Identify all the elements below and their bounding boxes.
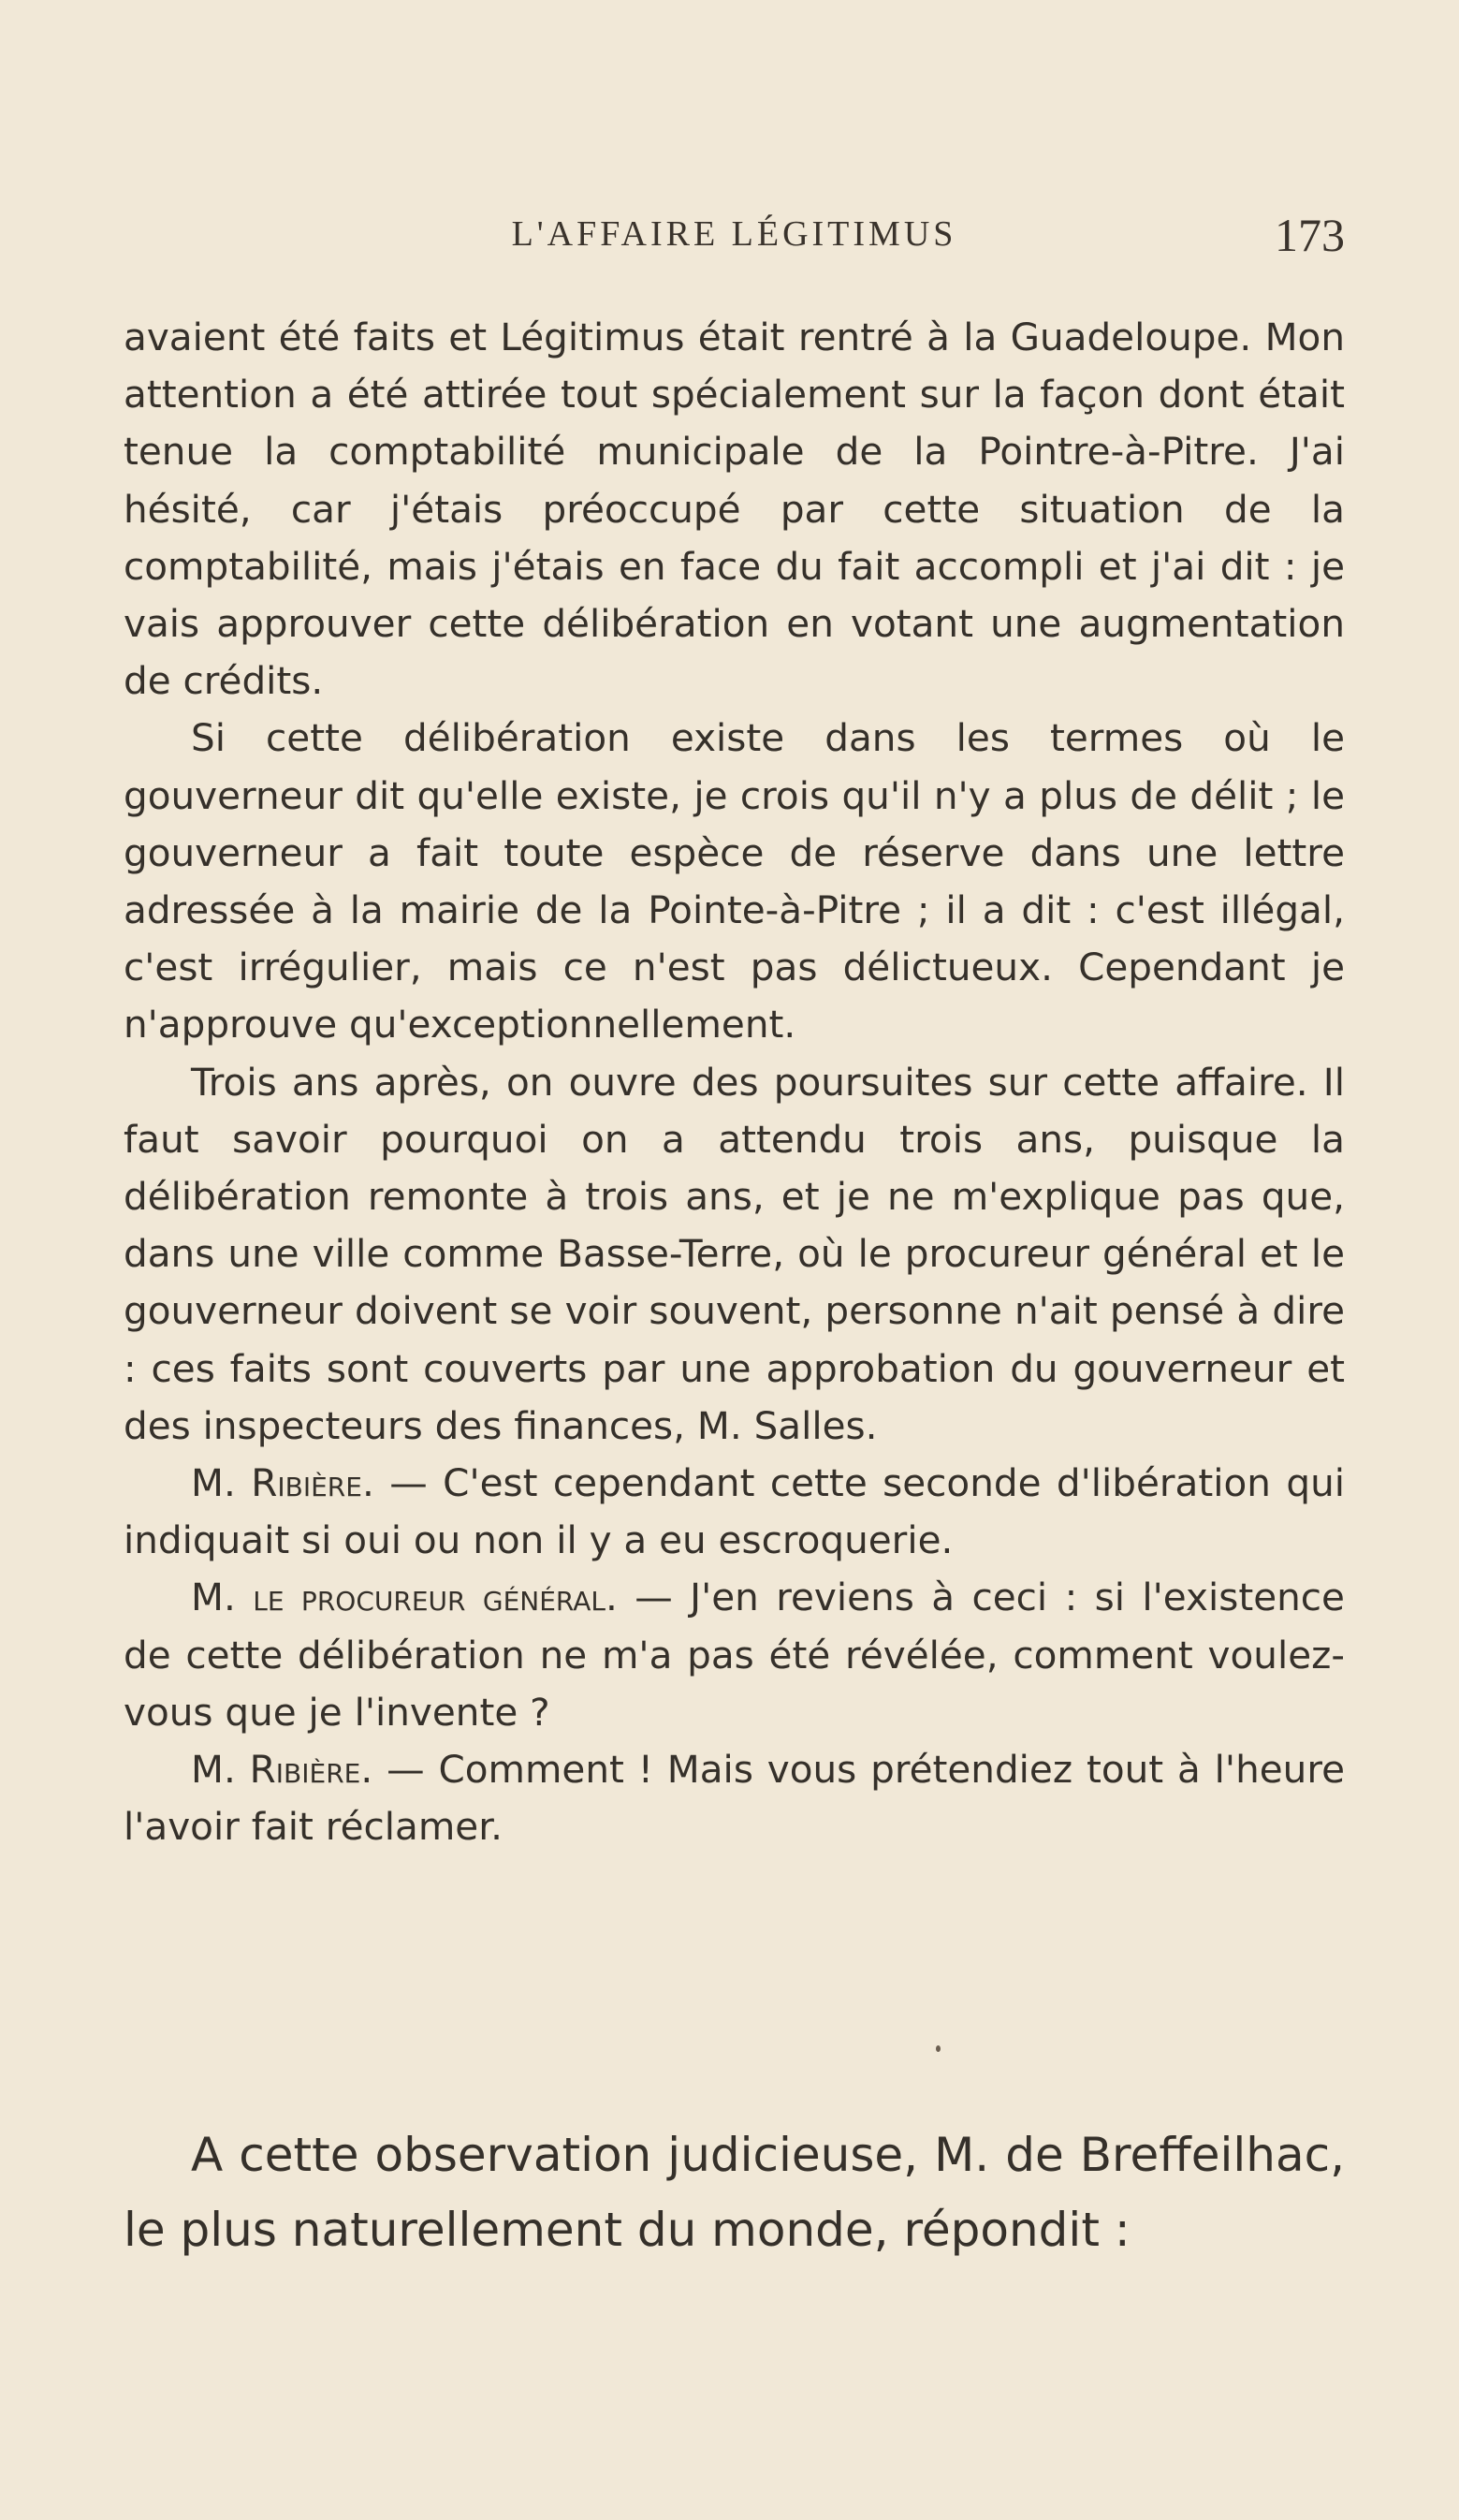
dialogue-paragraph xyxy=(124,1455,1345,1569)
speaker-name: M. Ribière. xyxy=(191,1747,373,1793)
paragraph: Trois ans après, on ouvre des poursuites sur cette affaire. Il faut savoir pourquoi on a attendu trois ans, puisque la délibération remonte à trois ans, et je ne m'explique pas que, dans une ville comme Basse-Terre, où le procureur général et le gouverneur doivent se voir souvent, personne n'ait pensé à dire : ces faits sont couverts par une approbation du gouverneur et des inspecteurs des finances, M. Salles. xyxy=(124,1059,1345,1448)
speaker-name: M. le procureur général. xyxy=(191,1575,618,1620)
page-number: 173 xyxy=(1275,209,1345,261)
closing-passage xyxy=(124,2117,1345,2267)
closing-paragraph: A cette observation judicieuse, M. de Breffeilhac, le plus naturellement du monde, répondit : xyxy=(124,2128,1345,2257)
dialogue-text: — J'en reviens à ceci : si l'existence de cette délibération ne m'a pas été révélée, comment voulez-vous que je l'invente ? xyxy=(124,1575,1345,1735)
dialogue-paragraph xyxy=(124,1741,1345,1855)
speaker-name: M. Ribière. xyxy=(191,1460,374,1506)
dialogue-text: — Comment ! Mais vous prétendiez tout à l'heure l'avoir fait réclamer. xyxy=(124,1747,1345,1850)
dialogue-paragraph xyxy=(124,1569,1345,1741)
paragraph-continuation: avaient été faits et Légitimus était rentré à la Guadeloupe. Mon attention a été attirée tout spécialement sur la façon dont était tenue la comptabilité municipale de la Pointre-à-Pitre. J'ai hésité, car j'étais préoccupé par cette situation de la comptabilité, mais j'étais en face du fait accompli et j'ai dit : je vais approuver cette délibération en votant une augmentation de crédits. xyxy=(124,315,1345,704)
body-text xyxy=(124,309,1345,1855)
print-speck xyxy=(936,2045,941,2052)
running-title: L'AFFAIRE LÉGITIMUS xyxy=(511,214,957,254)
running-head xyxy=(124,208,1345,264)
paragraph: Si cette délibération existe dans les termes où le gouverneur dit qu'elle existe, je crois qu'il n'y a plus de délit ; le gouverneur a fait toute espèce de réserve dans une lettre adressée à la mairie de la Pointe-à-Pitre ; il a dit : c'est illégal, c'est irrégulier, mais ce n'est pas délictueux. Cependant je n'approuve qu'exceptionnellement. xyxy=(124,715,1345,1048)
dialogue-text: — C'est cependant cette seconde d'libération qui indiquait si oui ou non il y a eu escroquerie. xyxy=(124,1460,1345,1563)
